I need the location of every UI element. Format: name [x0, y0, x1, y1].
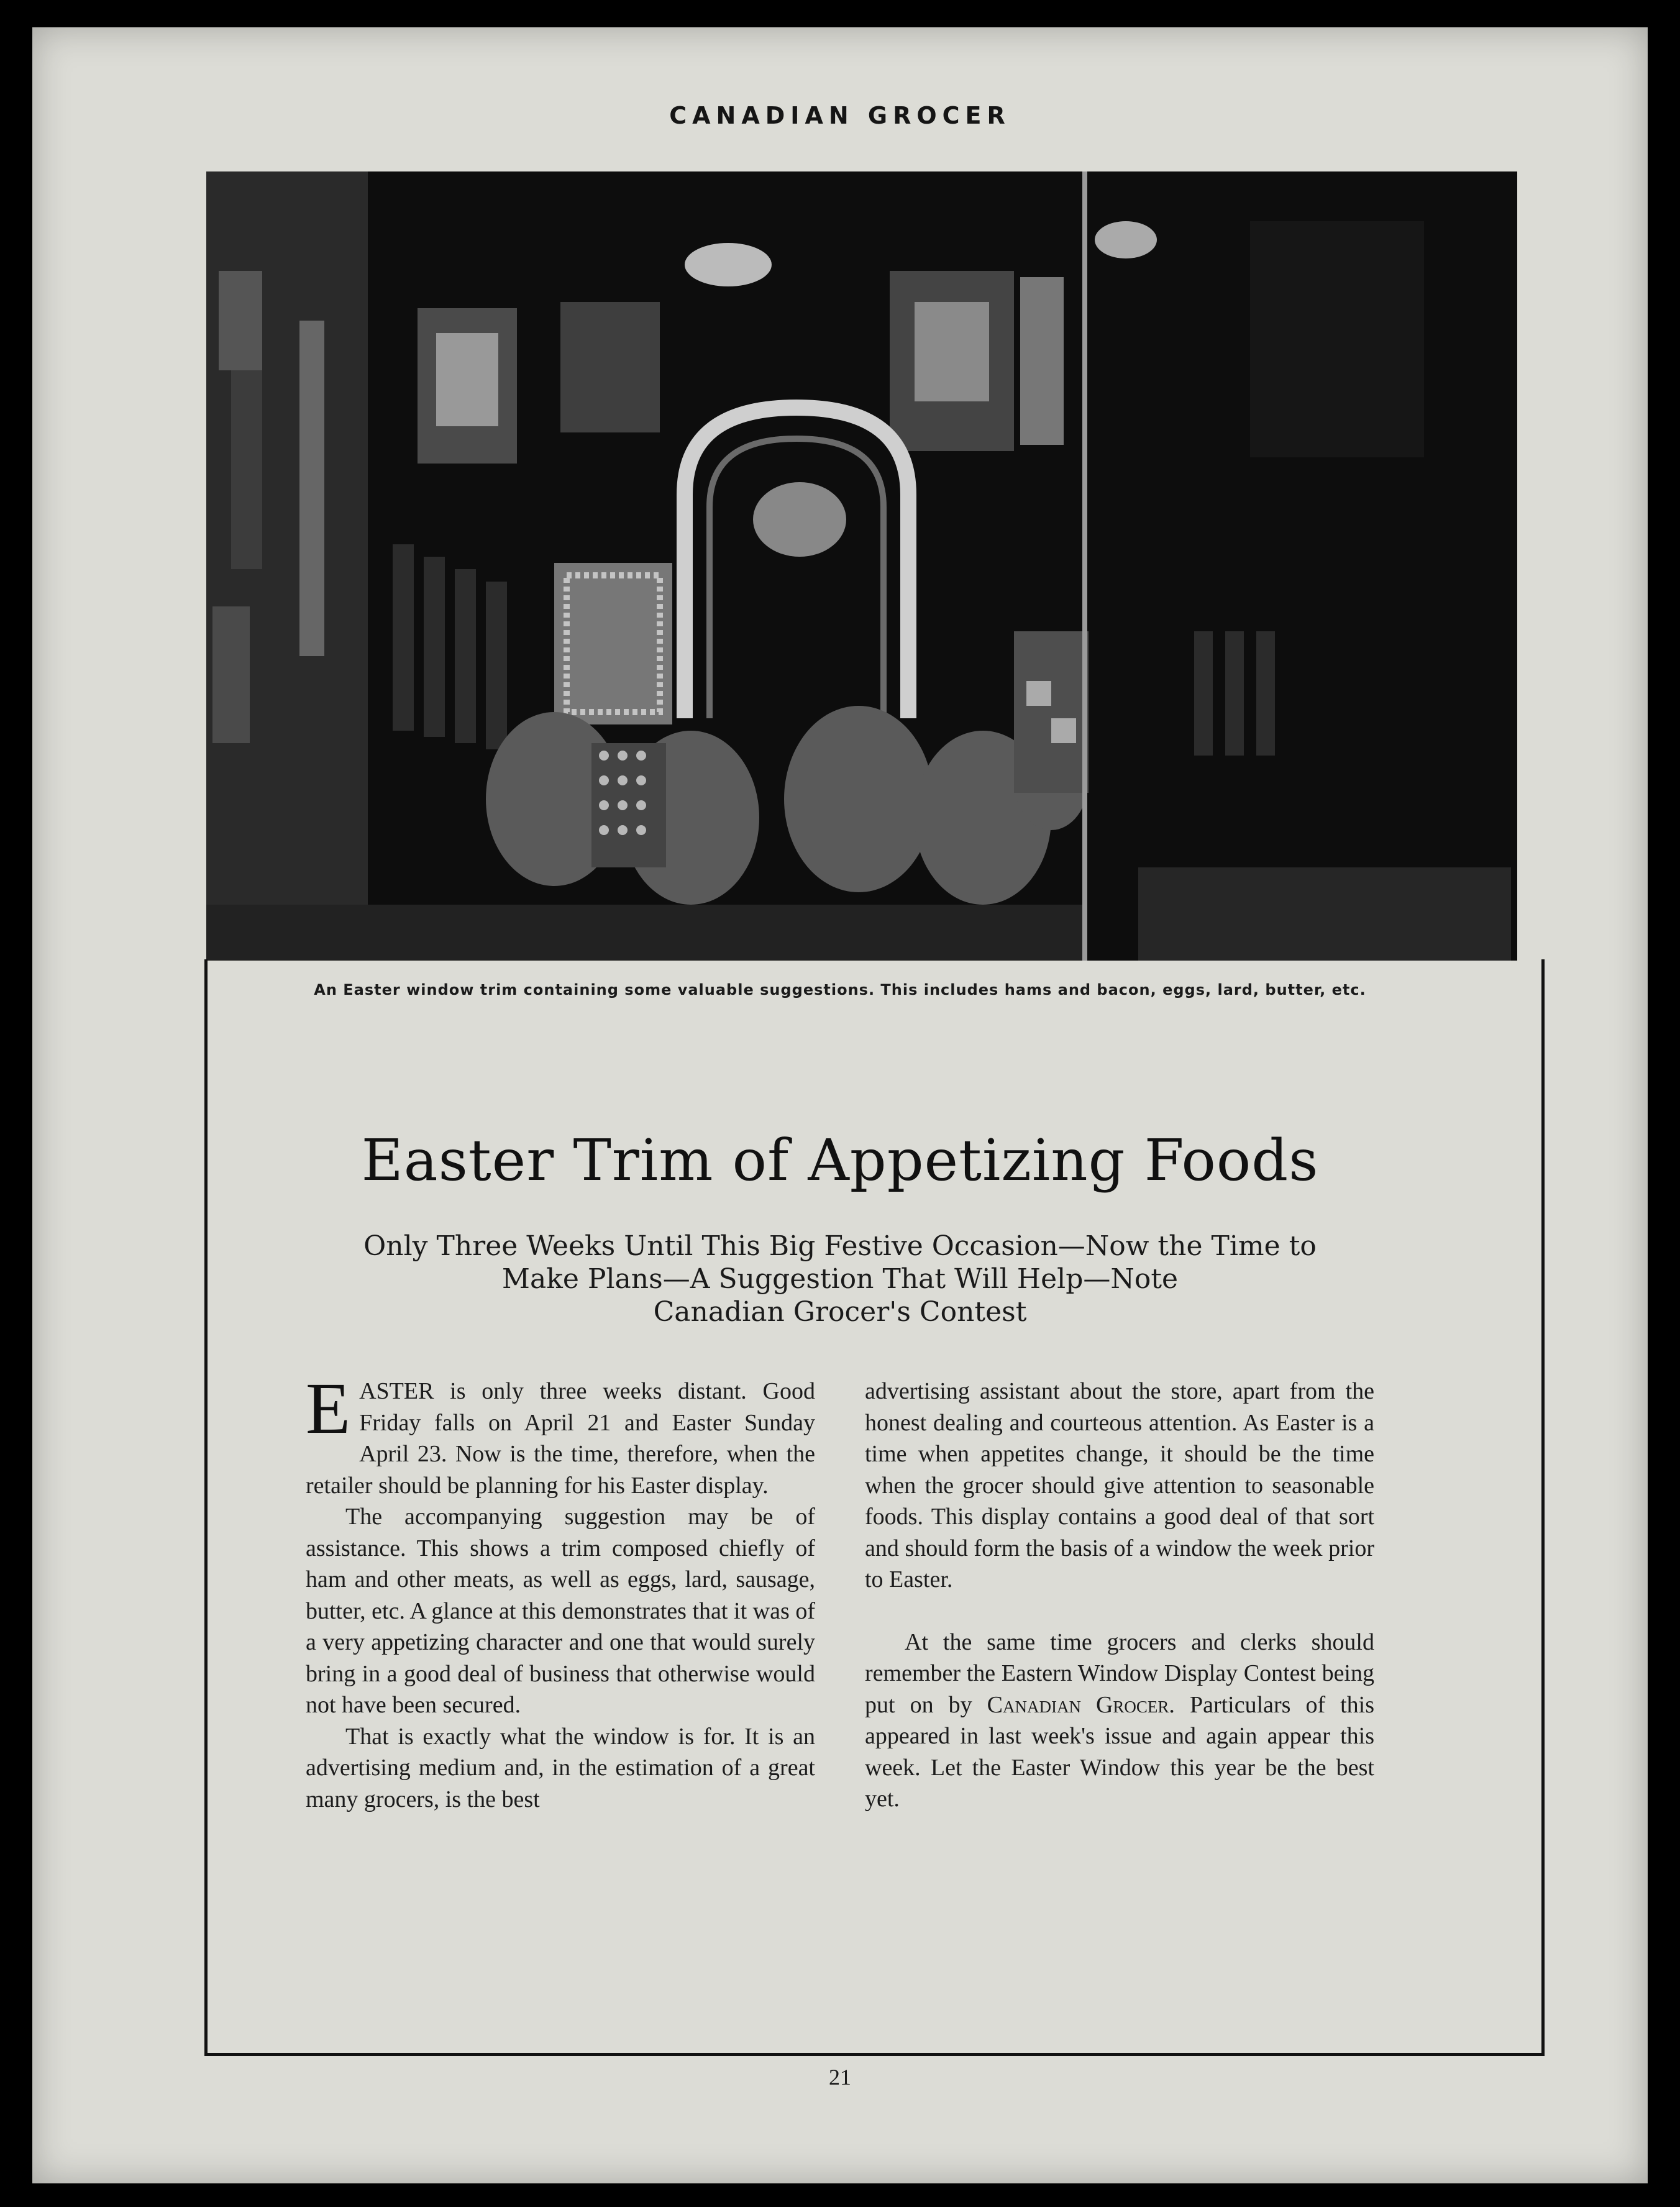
left-column: [306, 1368, 815, 1815]
paragraph-text: ASTER is only three weeks distant. Good Friday falls on April 21 and Easter Sunday April 23. Now is the time, therefore, when the retailer should be planning for his Easter display.: [306, 1378, 815, 1499]
paragraph-gap: [865, 1596, 1374, 1627]
subtitle-line: Only Three Weeks Until This Big Festive Occasion—Now the Time to: [363, 1230, 1317, 1262]
small-caps-text: Canadian: [987, 1691, 1081, 1718]
subtitle-line: Canadian Grocer's Contest: [653, 1296, 1027, 1328]
page-number: 21: [829, 2065, 851, 2090]
article-title: Easter Trim of Appetizing Foods: [361, 1127, 1319, 1194]
paragraph-text: Particulars of this appeared in last week's issue and again appear this week. Let the Easter Window this year be the best yet.: [865, 1691, 1375, 1812]
paragraph-text: At the same time grocers and clerks should remember the Eastern Window Display Contest being put on by: [865, 1629, 1374, 1718]
paragraph: The accompanying suggestion may be of assistance. This shows a trim composed chiefly of ham and other meats, as well as eggs, lard, sausage, butter, etc. A glance at this demonstrates that it was of a very appetizing character and one that would surely bring in a good deal of business that otherwise would not have been secured.: [306, 1504, 815, 1718]
small-caps-text: Grocer.: [1095, 1691, 1175, 1718]
subtitle-line: Make Plans—A Suggestion That Will Help—Note: [501, 1263, 1179, 1295]
paragraph: That is exactly what the window is for. It is an advertising medium and, in the estimation of a great many grocers, is the best: [306, 1723, 815, 1812]
right-column: [865, 1376, 1374, 1815]
paragraph: advertising assistant about the store, apart from the honest dealing and courteous attention. As Easter is a time when appetites change, it should be the time when the grocer should give attention to seasonable foods. This display contains a good deal of that sort and should form the basis of a window the week prior to Easter.: [865, 1378, 1374, 1592]
paragraph: [865, 1627, 1374, 1815]
photo-caption: An Easter window trim containing some valuable suggestions. This includes hams and bacon, eggs, lard, butter, etc.: [314, 981, 1366, 998]
magazine-page: [32, 27, 1648, 2183]
drop-cap: E: [306, 1368, 351, 1449]
window-display-image: [206, 171, 1517, 961]
paragraph: [306, 1368, 815, 1501]
running-head: CANADIAN GROCER: [669, 102, 1011, 129]
easter-window-photo: [206, 171, 1517, 961]
article-subtitle: [219, 1230, 1461, 1328]
